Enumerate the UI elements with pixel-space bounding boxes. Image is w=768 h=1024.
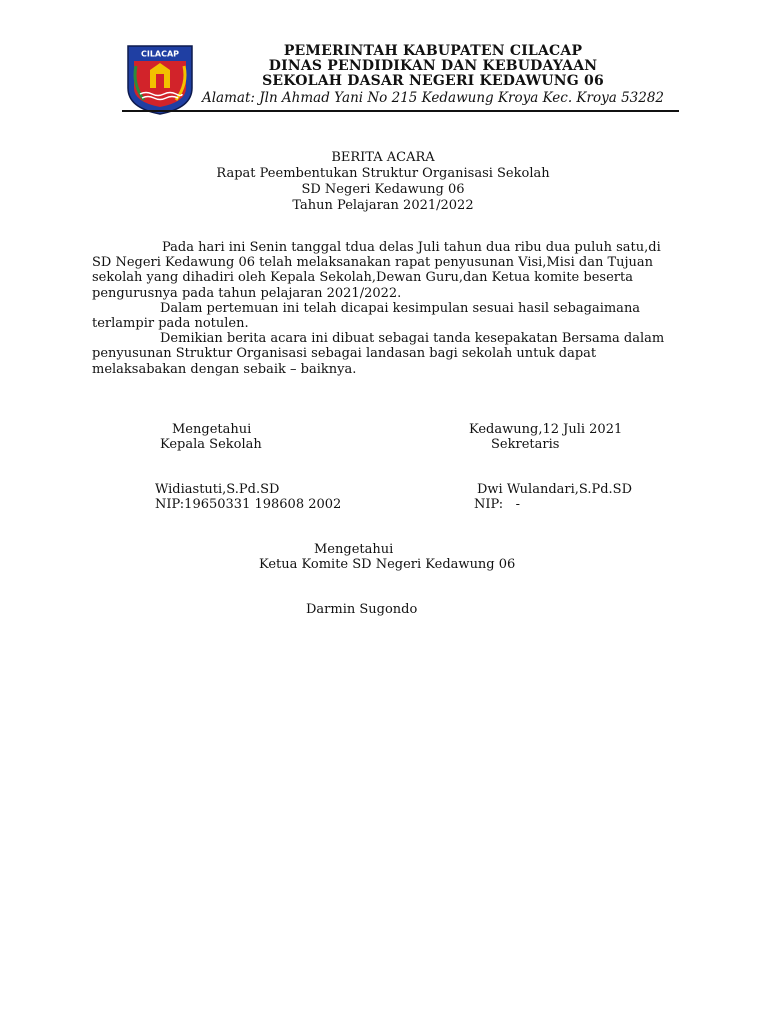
cilacap-crest-logo bbox=[126, 44, 194, 116]
right-sign-nip: NIP: - bbox=[474, 497, 520, 512]
right-sign-role: Sekretaris bbox=[491, 437, 560, 452]
left-sign-role: Kepala Sekolah bbox=[160, 437, 262, 452]
letterhead-address: Alamat: Jln Ahmad Yani No 215 Kedawung Kroya Kec. Kroya 53282 bbox=[201, 90, 665, 106]
body-paragraph-3: Demikian berita acara ini dibuat sebagai tanda kesepakatan Bersama dalam penyusunan Struktur Organisasi sebagai landasan bagi sekolah untuk dapat melaksabakan dengan sebaik – baiknya. bbox=[92, 331, 665, 377]
header-divider bbox=[122, 110, 679, 112]
letterhead bbox=[196, 44, 670, 106]
title-heading: BERITA ACARA bbox=[331, 150, 435, 165]
bottom-sign-role: Ketua Komite SD Negeri Kedawung 06 bbox=[259, 557, 516, 572]
bottom-sign-name: Darmin Sugondo bbox=[306, 602, 418, 617]
letterhead-government: PEMERINTAH KABUPATEN CILACAP bbox=[283, 43, 583, 59]
right-sign-name: Dwi Wulandari,S.Pd.SD bbox=[477, 482, 633, 497]
logo-text: CILACAP bbox=[140, 49, 180, 59]
bottom-sign-label: Mengetahui bbox=[314, 542, 394, 557]
letterhead-department: DINAS PENDIDIKAN DAN KEBUDAYAAN bbox=[268, 58, 598, 74]
body-paragraph-2: Dalam pertemuan ini telah dicapai kesimpulan sesuai hasil sebagaimana terlampir pada notulen. bbox=[92, 300, 641, 332]
left-sign-label: Mengetahui bbox=[172, 422, 252, 437]
body-paragraph-1: Pada hari ini Senin tanggal tdua delas Juli tahun dua ribu dua puluh satu,di SD Negeri Kedawung 06 telah melaksanakan rapat penyusunan Visi,Misi dan Tujuan sekolah yang dihadiri oleh Kepala Sekolah,Dewan Guru,dan Ketua komite beserta pengurusnya pada tahun pelajaran 2021/2022. bbox=[92, 240, 661, 301]
letterhead-school: SEKOLAH DASAR NEGERI KEDAWUNG 06 bbox=[262, 73, 604, 89]
title-subject: Rapat Peembentukan Struktur Organisasi Sekolah bbox=[216, 166, 550, 181]
document-body bbox=[92, 240, 676, 377]
left-sign-name: Widiastuti,S.Pd.SD bbox=[155, 482, 280, 497]
title-school-year: Tahun Pelajaran 2021/2022 bbox=[292, 198, 474, 213]
left-sign-nip: NIP:19650331 198608 2002 bbox=[155, 497, 342, 512]
right-sign-date: Kedawung,12 Juli 2021 bbox=[469, 422, 623, 437]
document-title bbox=[120, 150, 646, 214]
title-school: SD Negeri Kedawung 06 bbox=[301, 182, 465, 197]
